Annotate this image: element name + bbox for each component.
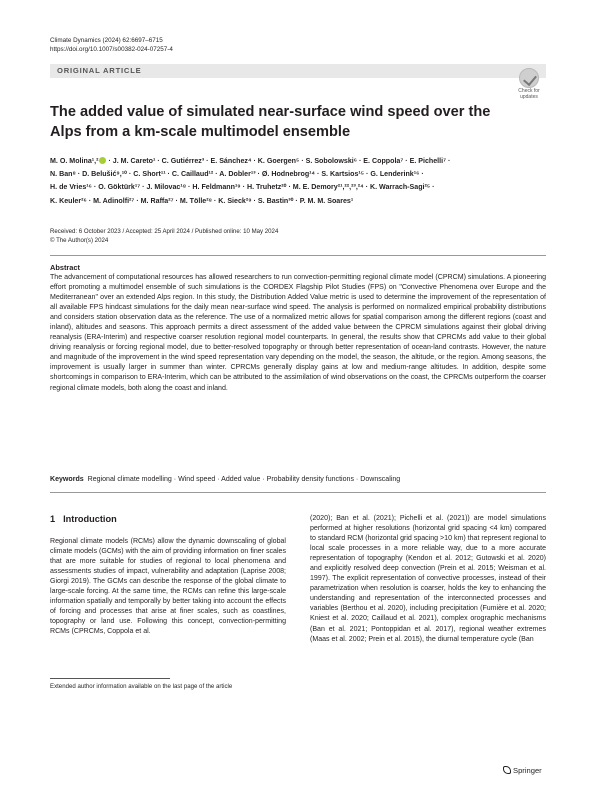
journal-info (50, 36, 173, 54)
first-author[interactable]: M. O. Molina¹,² (50, 157, 99, 165)
check-for-updates-badge[interactable] (512, 68, 546, 102)
intro-right-column: (2020); Ban et al. (2021); Pichelli et al. (2021)) are model simulations performed at higher resolutions (horizontal grid spacing <4 km) compared to standard RCM (horizontal grid spacing >10 km) that represent regional to local scale processes in a more reliable way, due to a more accurate representation of topography (Kendon et al. 2012; Gutowski et al. 2020) and explicitly resolved deep convection (Prein et al. 2015; Weisman et al. 1997). The explicit representation of convective processes, instead of their parametrization when resolution is coarser, holds the key to enhancing the understanding and representation of the interconnected processes and variables (Berthou et al. 2020), including precipitation (Fumière et al. 2020; Kniest et al. 2020; Caillaud et al. 2021), complex orographic mechanisms (Ban et al. 2021; Pontoppidan et al. 2017), regional weather extremes (Maas et al. 2002; Prein et al. 2015), the diurnal temperature cycle (Ban (310, 515, 546, 643)
publication-dates (50, 228, 278, 246)
springer-horse-icon (503, 766, 511, 774)
author-line-1 (50, 155, 546, 168)
author-line-4-text: K. Keuler²⁶ · M. Adinolfi²⁷ · M. Raffa²⁷ · M. Tölle²⁸ · K. Sieck²⁹ · S. Bastin³⁰ · P. M. M. Soares¹ (50, 196, 354, 205)
author-line-3 (50, 181, 546, 194)
journal-name: Climate Dynamics (2024) 62:6697–6715 (50, 37, 163, 44)
footnote-rule (50, 678, 170, 679)
divider (50, 492, 546, 493)
divider (50, 255, 546, 256)
article-type: ORIGINAL ARTICLE (57, 66, 142, 75)
publisher-name: Springer (513, 766, 542, 775)
keywords-label: Keywords (50, 476, 84, 483)
author-line-4 (50, 195, 546, 208)
author-line-2-text: N. Ban⁸ · D. Belušić⁹,¹⁰ · C. Short¹¹ · C. Caillaud¹² · A. Dobler¹³ · Ø. Hodnebrog¹⁴ · S. Kartsios¹⁵ · G. Lenderink¹⁶ · (50, 170, 424, 179)
badge-text (512, 89, 546, 100)
author-line-1-rest: · J. M. Careto¹ · C. Gutiérrez³ · E. Sánchez⁴ · K. Goergen⁵ · S. Sobolowski⁶ · E. Coppola⁷ · E. Pichelli⁷ · (106, 157, 451, 165)
badge-line2: updates (520, 93, 538, 100)
intro-left-column: Regional climate models (RCMs) allow the dynamic downscaling of global climate models (GCMs) with the aim of providing information on finer scales that are more suitable for studies of regional to local phenomena and assessments studies of impact, vulnerability and adaptation (Laprise 2008; Giorgi 2019). The GCMs can describe the response of the global climate to large-scale forcing. At the same time, the RCMs can refine this large-scale information spatially and temporally by better taking into account the effects of forcing and processes that arise at finer scales, such as coastlines, topography or land use. Following this concept, convection-permitting RCMs (CPRCMs, Coppola et al. (50, 538, 286, 636)
author-line-3-text: H. de Vries¹⁶ · O. Göktürk¹⁷ · J. Milovac¹⁸ · H. Feldmann¹⁹ · H. Truhetz²⁰ · M. E. Demory²¹,²²,²³,²⁴ · K. Warrach-Sagi²⁵ · (50, 183, 435, 192)
footnote: Extended author information available on the last page of the article (50, 683, 233, 690)
article-title: The added value of simulated near-surface wind speed over the Alps from a km-scale multimodel ensemble (50, 104, 491, 140)
abstract-body: The advancement of computational resources has allowed researchers to run convection-permitting regional climate model (CPRCM) simulations. A pioneering effort promoting a multimodel ensemble of such simulations is the CORDEX Flagship Pilot Studies (FPS) on "Convective Phenomena over Europe and the Mediterranean" over an extended Alps region. In this study, the Distribution Added Value metric is used to determine the improvement of the representation of all available FPS hindcast simulations for the daily mean near-surface wind speed. The analysis is performed on normalized empirical probability distributions and considers station observation data as the reference. The use of a normalized metric allows for spatial comparison among the different regions (coast and inland), altitudes and seasons. This approach permits a direct assessment of the added value between the CPRCM simulations against their global driving reanalysis (ERA-Interim) and respective coarser resolution regional model counterparts. In general, the results show that CPRCMs add value to their global driving reanalysis or forcing regional model, due to better-resolved topography or through better representation of ocean-land contrasts. However, the nature and magnitude of the improvement in the wind speed representation vary depending on the model, the season, the altitude, or the region. Among seasons, the improvement is usually larger in summer than winter. CPRCMs generally display gains at low and medium-range altitudes. In addition, despite some shortcomings in comparison to ERA-Interim, which can be attributed to the assimilation of wind observations on the coast, the CPRCMs outperform the coarser regional climate models, both along the coast and inland. (50, 274, 546, 392)
publisher-logo (503, 766, 542, 775)
copyright: © The Author(s) 2024 (50, 236, 109, 244)
badge-line1: Check for (518, 88, 540, 94)
keywords (50, 476, 546, 483)
section-number: 1 (50, 514, 56, 524)
doi-link[interactable]: https://doi.org/10.1007/s00382-024-07257-4 (50, 46, 173, 53)
section-title: Introduction (63, 514, 117, 524)
check-icon (519, 68, 539, 88)
article-type-band (50, 64, 546, 78)
author-list (50, 155, 546, 208)
abstract-heading: Abstract (50, 263, 80, 272)
history-dates: Received: 6 October 2023 / Accepted: 25 April 2024 / Published online: 10 May 2024 (50, 228, 279, 235)
keywords-text: Regional climate modelling · Wind speed · Added value · Probability density functions · Downscaling (87, 476, 401, 483)
author-line-2 (50, 168, 546, 181)
section-heading (50, 514, 117, 524)
